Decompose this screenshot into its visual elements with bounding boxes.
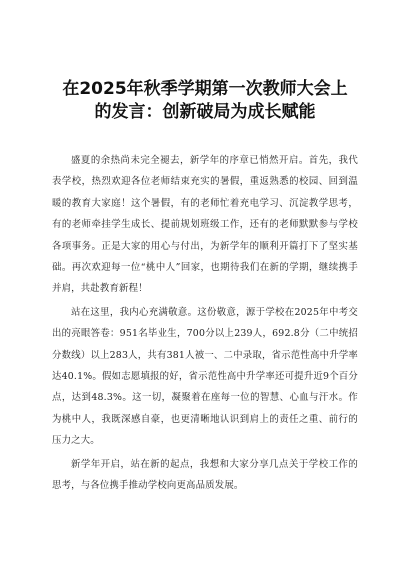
paragraph-welcome: 盛夏的余热尚未完全褪去，新学年的序章已悄然开启。首先，我代表学校，热烈欢迎各位老师结束充实的暑假，重返熟悉的校园、回到温暖的教育大家庭！这个暑假，有的老师忙着充电学习、沉淀教学思考，有的老师牵挂学生成长、提前规划班级工作，还有的老师默默参与学校各项事务。正是大家的用心与付出，为新学年的顺利开篇打下了坚实基础。再次欢迎每一位“桃中人”回家，也期待我们在新的学期，继续携手并肩，共赴教育新程！ xyxy=(52,155,358,295)
page-title xyxy=(40,78,370,124)
paragraph-achievements: 站在这里，我内心充满敬意。这份敬意，源于学校在2025年中考交出的亮眼答卷：951名毕业生，700分以上239人，692.8分（二中统招分数线）以上283人，共有381人被一、二中录取，省示范性高中升学率达40.1%。假如志愿填报的好，省示范性高中升学率还可提升近9个百分点，达到48.3%。这一切，凝聚着在座每一位的智慧、心血与汗水。作为桃中人，我既深感自豪，也更清晰地认识到肩上的责任之重、前行的压力之大。 xyxy=(52,306,358,447)
title-line-1: 在2025年秋季学期第一次教师大会上 xyxy=(62,79,348,99)
title-line-2: 的发言：创新破局为成长赋能 xyxy=(94,102,316,122)
paragraph-new-term: 新学年开启，站在新的起点，我想和大家分享几点关于学校工作的思考，与各位携手推动学校向更高品质发展。 xyxy=(52,458,358,492)
document-body xyxy=(52,150,358,499)
